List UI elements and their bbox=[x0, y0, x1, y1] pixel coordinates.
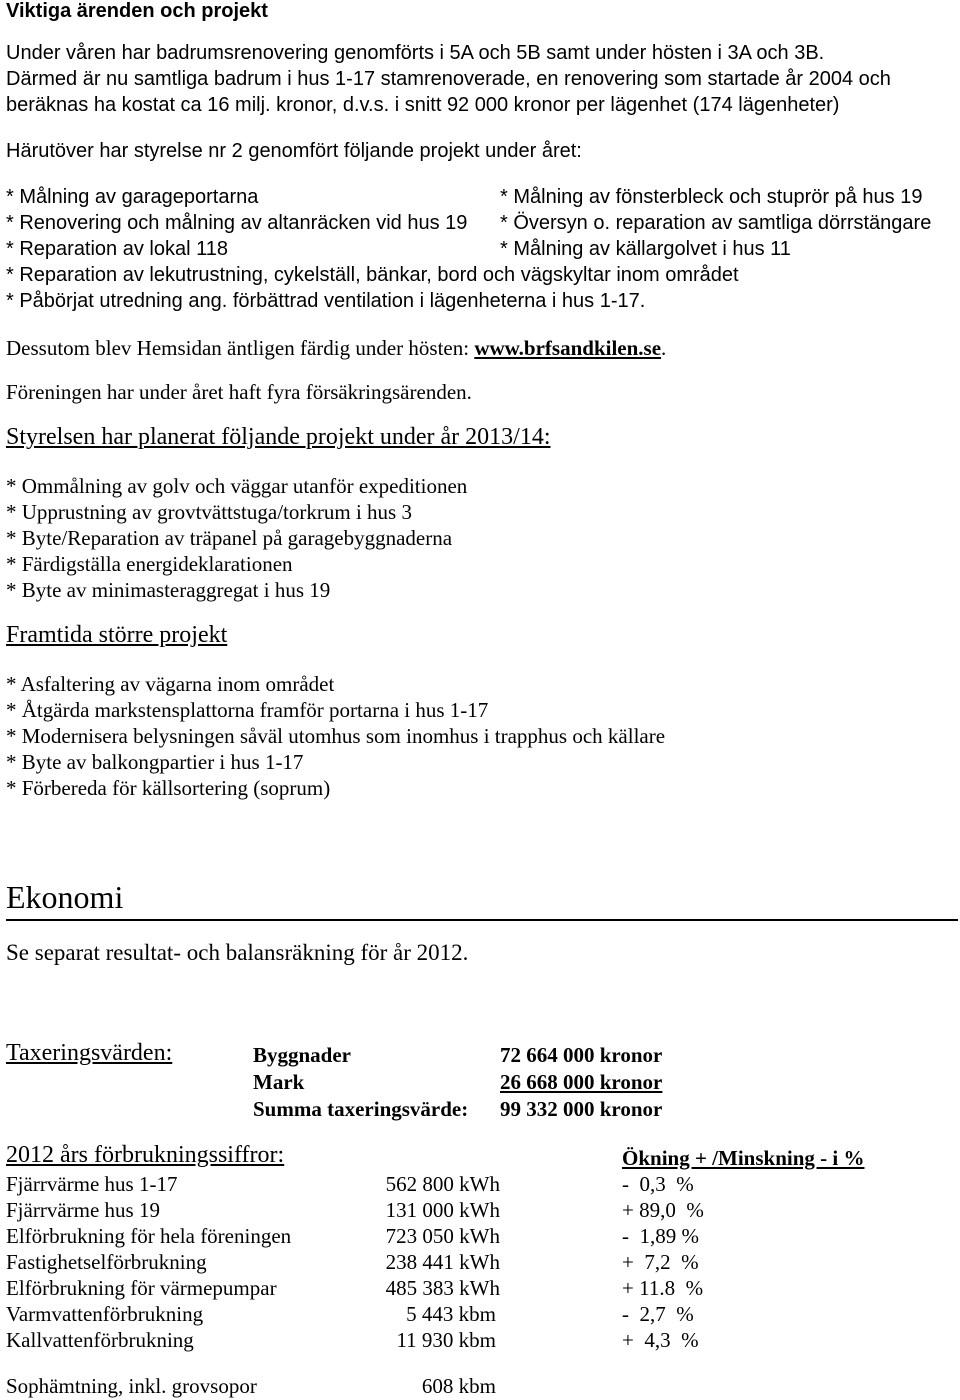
project-item: * Renovering och målning av altanräcken vid hus 19 bbox=[6, 212, 468, 234]
future-item: * Asfaltering av vägarna inom området bbox=[6, 672, 335, 696]
project-item: * Översyn o. reparation av samtliga dörrstängare bbox=[500, 212, 932, 234]
tax-row-name: Byggnader bbox=[253, 1043, 352, 1067]
consumption-value: 131 000 kWh bbox=[385, 1198, 500, 1222]
consumption-value: 238 441 kWh bbox=[385, 1250, 500, 1274]
future-item: * Åtgärda markstensplattorna framför portarna i hus 1-17 bbox=[6, 698, 489, 722]
future-item: * Modernisera belysningen såväl utomhus som inomhus i trapphus och källare bbox=[6, 724, 666, 748]
planned-item: * Färdigställa energideklarationen bbox=[6, 552, 293, 576]
consumption-change: - 1,89 % bbox=[622, 1224, 699, 1248]
section-heading: Viktiga ärenden och projekt bbox=[6, 0, 268, 22]
consumption-label: Elförbrukning för värmepumpar bbox=[6, 1276, 277, 1300]
future-item: * Byte av balkongpartier i hus 1-17 bbox=[6, 750, 304, 774]
website-end: . bbox=[661, 336, 667, 360]
change-heading: Ökning + /Minskning - i % bbox=[622, 1146, 865, 1170]
website-link[interactable]: www.brfsandkilen.se bbox=[474, 336, 662, 360]
planned-item: * Byte av minimasteraggregat i hus 19 bbox=[6, 578, 331, 602]
consumption-value: 5 443 kbm bbox=[406, 1302, 496, 1326]
economy-text: Se separat resultat- och balansräkning för år 2012. bbox=[6, 940, 469, 965]
intro-line: Därmed är nu samtliga badrum i hus 1-17 stamrenoverade, en renovering som startade år 2004 och bbox=[6, 68, 891, 90]
tax-row-name: Mark bbox=[253, 1070, 305, 1094]
intro-line: Under våren har badrumsrenovering genomförts i 5A och 5B samt under hösten i 3A och 3B. bbox=[6, 42, 825, 64]
consumption-heading: 2012 års förbrukningssiffror: bbox=[6, 1142, 285, 1168]
planned-item: * Upprustning av grovtvättstuga/torkrum i hus 3 bbox=[6, 500, 412, 524]
economy-heading: Ekonomi bbox=[6, 879, 124, 915]
planned-item: * Ommålning av golv och väggar utanför expeditionen bbox=[6, 474, 468, 498]
waste-label: Sophämtning, inkl. grovsopor bbox=[6, 1374, 257, 1398]
waste-value: 608 kbm bbox=[421, 1374, 496, 1398]
intro-line: beräknas ha kostat ca 16 milj. kronor, d.v.s. i snitt 92 000 kronor per lägenhet (174 lägenheter) bbox=[6, 94, 840, 116]
tax-row-value: 26 668 000 kronor bbox=[500, 1070, 663, 1094]
future-item: * Förbereda för källsortering (soprum) bbox=[6, 776, 331, 800]
consumption-change: + 11.8 % bbox=[622, 1276, 704, 1300]
consumption-change: - 0,3 % bbox=[622, 1172, 694, 1196]
consumption-label: Varmvattenförbrukning bbox=[6, 1302, 204, 1326]
future-heading: Framtida större projekt bbox=[6, 622, 228, 648]
website-text: Dessutom blev Hemsidan äntligen färdig under hösten: bbox=[6, 336, 475, 360]
insurance-text: Föreningen har under året haft fyra försäkringsärenden. bbox=[6, 380, 472, 404]
consumption-label: Fjärrvärme hus 19 bbox=[6, 1198, 160, 1222]
consumption-change: + 4,3 % bbox=[622, 1328, 699, 1352]
consumption-label: Fastighetselförbrukning bbox=[6, 1250, 207, 1274]
consumption-change: + 7,2 % bbox=[622, 1250, 699, 1274]
project-item: * Reparation av lekutrustning, cykelställ, bänkar, bord och vägskyltar inom området bbox=[6, 264, 739, 286]
board-text: Härutöver har styrelse nr 2 genomfört följande projekt under året: bbox=[6, 140, 582, 162]
project-item: * Målning av garageportarna bbox=[6, 186, 259, 208]
consumption-change: + 89,0 % bbox=[622, 1198, 704, 1222]
consumption-value: 485 383 kWh bbox=[385, 1276, 500, 1300]
consumption-change: - 2,7 % bbox=[622, 1302, 694, 1326]
tax-row-name: Summa taxeringsvärde: bbox=[253, 1097, 469, 1121]
planned-item: * Byte/Reparation av träpanel på garagebyggnaderna bbox=[6, 526, 453, 550]
tax-row-value: 72 664 000 kronor bbox=[500, 1043, 663, 1067]
project-item: * Målning av fönsterbleck och stuprör på hus 19 bbox=[500, 186, 923, 208]
consumption-value: 723 050 kWh bbox=[385, 1224, 500, 1248]
consumption-value: 11 930 kbm bbox=[396, 1328, 496, 1352]
tax-row-value: 99 332 000 kronor bbox=[500, 1097, 663, 1121]
consumption-label: Elförbrukning för hela föreningen bbox=[6, 1224, 292, 1248]
consumption-value: 562 800 kWh bbox=[385, 1172, 500, 1196]
planned-heading: Styrelsen har planerat följande projekt under år 2013/14: bbox=[6, 424, 551, 450]
project-item: * Målning av källargolvet i hus 11 bbox=[500, 238, 791, 260]
consumption-label: Kallvattenförbrukning bbox=[6, 1328, 194, 1352]
project-item: * Reparation av lokal 118 bbox=[6, 238, 228, 260]
consumption-label: Fjärrvärme hus 1-17 bbox=[6, 1172, 178, 1196]
tax-label: Taxeringsvärden: bbox=[6, 1040, 173, 1066]
website-line bbox=[6, 336, 666, 361]
economy-divider bbox=[6, 919, 958, 921]
project-item: * Påbörjat utredning ang. förbättrad ventilation i lägenheterna i hus 1-17. bbox=[6, 290, 646, 312]
